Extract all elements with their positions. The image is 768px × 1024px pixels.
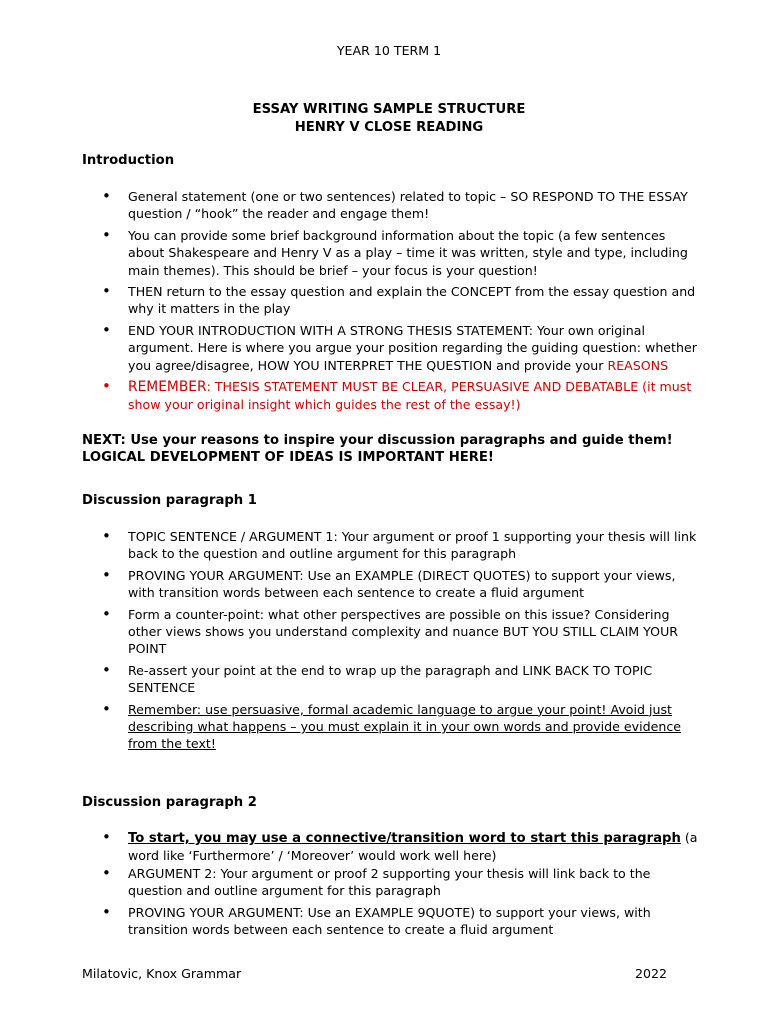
start-instruction: To start, you may use a connective/transition word to start this paragraph xyxy=(128,831,681,846)
list-item: • Form a counter-point: what other perspectives are possible on this issue? Considering other views shows you understand complexity and nuance BUT YOU STILL CLAIM YOUR POINT xyxy=(82,606,702,658)
reasons-text: REASONS xyxy=(607,357,669,373)
list-item: • To start, you may use a connective/transition word to start this paragraph (a word like ‘Furthermore’ / ‘Moreover’ would work well here) xyxy=(82,829,702,865)
discussion-2-list xyxy=(82,829,702,938)
introduction-heading: Introduction xyxy=(82,153,175,168)
thesis-item: • END YOUR INTRODUCTION WITH A STRONG THESIS STATEMENT: Your own original argument. Here is where you argue your position regarding the guiding question: whether you agree/disagree, HOW YOU INTERPRET THE QUESTION and provide your REASONS xyxy=(82,322,702,374)
remember-item: • REMEMBER: THESIS STATEMENT MUST BE CLEAR, PERSUASIVE AND DEBATABLE (it must show your original insight which guides the rest of the essay!) xyxy=(82,378,702,414)
introduction-list xyxy=(82,188,702,414)
list-item: • TOPIC SENTENCE / ARGUMENT 1: Your argument or proof 1 supporting your thesis will link back to the question and outline argument for this paragraph xyxy=(82,528,702,563)
list-item: • ARGUMENT 2: Your argument or proof 2 supporting your thesis will link back to the question and outline argument for this paragraph xyxy=(82,865,702,900)
list-item: • Re-assert your point at the end to wrap up the paragraph and LINK BACK TO TOPIC SENTENCE xyxy=(82,662,702,697)
discussion-1-list xyxy=(82,528,702,753)
title-line-2: HENRY V CLOSE READING xyxy=(294,120,484,135)
list-item: • PROVING YOUR ARGUMENT: Use an EXAMPLE (DIRECT QUOTES) to support your views, with transition words between each sentence to create a fluid argument xyxy=(82,567,702,602)
footer-author: Milatovic, Knox Grammar xyxy=(82,966,242,981)
remember-label: REMEMBER xyxy=(128,379,207,396)
list-item: • You can provide some brief background information about the topic (a few sentences about Shakespeare and Henry V as a play – time it was written, style and type, including main themes). This should be brief – your focus is your question! xyxy=(82,227,702,279)
header-term: YEAR 10 TERM 1 xyxy=(336,43,442,58)
discussion-1-heading: Discussion paragraph 1 xyxy=(82,493,257,508)
list-item: • THEN return to the essay question and explain the CONCEPT from the essay question and why it matters in the play xyxy=(82,283,702,318)
footer-year: 2022 xyxy=(635,966,668,981)
list-item: • PROVING YOUR ARGUMENT: Use an EXAMPLE 9QUOTE) to support your views, with transition words between each sentence to create a fluid argument xyxy=(82,904,702,939)
list-item: • General statement (one or two sentences) related to topic – SO RESPOND TO THE ESSAY question / “hook” the reader and engage them! xyxy=(82,188,702,223)
title-line-1: ESSAY WRITING SAMPLE STRUCTURE xyxy=(252,102,526,117)
remember-note-item xyxy=(82,701,702,753)
next-note: NEXT: Use your reasons to inspire your discussion paragraphs and guide them! LOGICAL DEVELOPMENT OF IDEAS IS IMPORTANT HERE! xyxy=(82,433,673,466)
discussion-2-heading: Discussion paragraph 2 xyxy=(82,795,257,810)
remember-note: Remember: use persuasive, formal academic language to argue your point! Avoid just describing what happens – you must explain it in your own words and provide evidence from the text! xyxy=(128,701,682,752)
